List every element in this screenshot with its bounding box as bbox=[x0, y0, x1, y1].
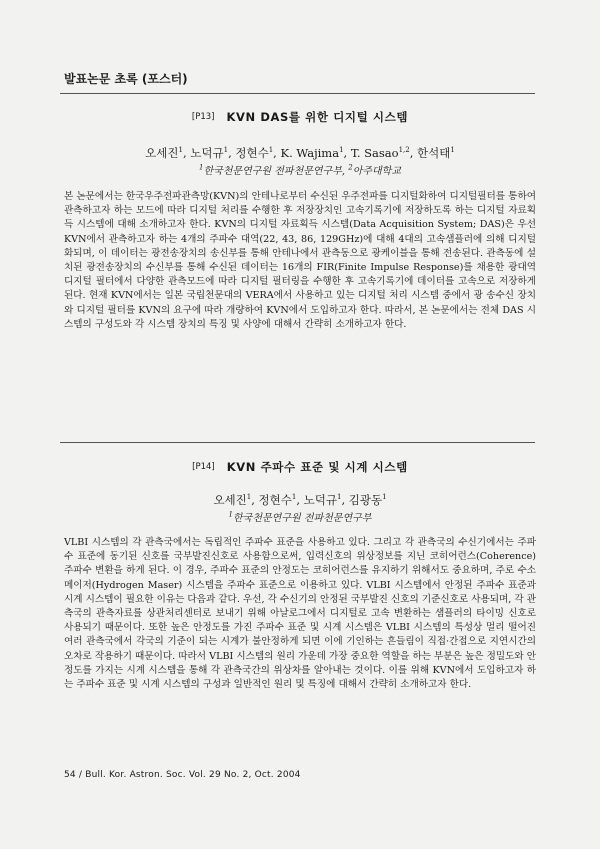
affil-mark: 1 bbox=[198, 163, 204, 172]
abstract-body: VLBI 시스템의 각 관측국에서는 독립적인 주파수 표준을 사용하고 있다. 그리고 각 관측국의 수신기에서는 주파수 표준에 동기된 신호를 국부발진신호로 사용함으로써, 입력신호의 위상정보를 지닌 코히어런스(Coherence) 주파수 변환을 하게 된다. 이 경우, 주파수 표준의 안정도는 코히어런스를 유지하기 위해서도 중요하며, 주로 수소메이저(Hydrogen Maser) 시스템을 주파수 표준으로 이용하고 있다. VLBI 시스템에서 안정된 주파수 표준과 시계 시스템이 필요한 이유는 다음과 같다. 우선, 각 수신기의 안정된 국부발진 신호의 기준신호로 사용되며, 각 관측국의 관측자료를 상관처리센터로 보내기 위해 아날로그에서 디지털로 고속 변환하는 샘플러의 타이밍 신호로 사용되기 때문이다. 또한 높은 안정도를 가진 주파수 표준 및 시계 시스템은 VLBI 시스템의 특성상 멀리 떨어진 여러 관측국에서 각국의 기준이 되는 시계가 불안정하게 되면 이에 기인하는 흔들림이 직접·간접으로 지연시간의 오차로 작용하기 때문이다. 따라서 VLBI 시스템의 원리 가운데 가장 중요한 역할을 하는 부분은 높은 정밀도와 안정도를 가지는 시계 시스템을 통해 각 관측국간의 위상차를 알아내는 것이다. 이를 위해 KVN에서 도입하고자 하는 주파수 표준 및 시계 시스템의 구성과 일반적인 원리 및 특징에 대해서 간략히 소개하고자 한다. bbox=[64, 537, 536, 691]
affiliation-line: $^1$한국천문연구원 전파천문연구부, $^2$아주대학교 bbox=[198, 163, 402, 177]
author: 정현수 bbox=[258, 493, 292, 507]
author: 정현수 bbox=[235, 146, 269, 160]
author: K. Wajima bbox=[280, 146, 340, 160]
author-list: 오세진$^1$, 노덕규$^1$, 정현수$^1$, K. Wajima$^1$, T. Sasao$^{1,2}$, 한석태$^1$ bbox=[145, 146, 455, 160]
section-divider bbox=[60, 442, 535, 443]
affil-mark: 1 bbox=[228, 510, 234, 519]
abstract-body: 본 논문에서는 한국우주전파관측망(KVN)의 안테나로부터 수신된 우주전파를 디지털화하여 디지털필터를 통하여 관측하고자 하는 모드에 따라 디지털 처리를 수행한 후 저장장치인 고속기록기에 저장하도록 하는 디지털 자료획득 시스템에 대해 소개하고자 한다. KVN의 디지털 자료획득 시스템(Data Acquisition System; DAS)은 우선 KVN에서 관측하고자 하는 4개의 주파수 대역(22, 43, 86, 129GHz)에 대해 4대의 고속샘플러에 의해 디지털화되며, 이 데이터는 광전송장치의 송신부를 통해 안테나에서 관측동으로 광케이블을 통해 전송된다. 관측동에 설치된 광전송장치의 수신부를 통해 수신된 데이터는 16개의 FIR(Finite Impulse Response)를 채용한 광대역 디지털 필터에서 다양한 관측모드에 따라 디지털 필터링을 수행한 후 고속기록기에 데이터를 고속으로 저장하게 된다. 현재 KVN에서는 일본 국립천문대의 VERA에서 사용하고 있는 디지털 처리 시스템 중에서 광 송수신 장치와 디지털 필터를 KVN의 요구에 따라 개량하여 KVN에서 도입하고자 한다. 따라서, 본 논문에서는 전체 DAS 시스템의 구성도와 각 시스템 장치의 특징 및 사양에 대해서 간략히 소개하고자 한다. bbox=[64, 191, 536, 330]
author: 오세진 bbox=[145, 146, 179, 160]
abstract-p14 bbox=[64, 456, 536, 692]
affiliation-line bbox=[64, 509, 536, 524]
author: 오세진 bbox=[213, 493, 247, 507]
affil-mark: 2 bbox=[348, 163, 353, 172]
abstract-title: KVN 주파수 표준 및 시계 시스템 bbox=[226, 460, 408, 474]
author-affil-mark: 1,2 bbox=[398, 146, 410, 155]
author: 한석태 bbox=[417, 146, 451, 160]
abstract-code: [P14] bbox=[192, 462, 215, 472]
abstract-p13 bbox=[64, 106, 536, 332]
author-affil-mark: 1 bbox=[336, 493, 342, 502]
abstract-title-line bbox=[64, 106, 536, 125]
author-affil-mark: 1 bbox=[246, 493, 252, 502]
author: 김광동 bbox=[348, 493, 383, 507]
author-affil-mark: 1 bbox=[291, 493, 297, 502]
affiliation: 한국천문연구원 전파천문연구부 bbox=[203, 166, 342, 177]
author-list: 오세진$^1$, 정현수$^1$, 노덕규$^1$, 김광동$^1$ bbox=[213, 493, 387, 507]
affiliation: 한국천문연구원 전파천문연구부 bbox=[233, 513, 372, 524]
affiliation: 아주대학교 bbox=[352, 166, 402, 177]
abstract-title: KVN DAS를 위한 디지털 시스템 bbox=[226, 110, 409, 124]
page-footer: 54 / Bull. Kor. Astron. Soc. Vol. 29 No. 2, Oct. 2004 bbox=[64, 770, 301, 780]
author: 노덕규 bbox=[190, 146, 224, 160]
author-affil-mark: 1 bbox=[382, 493, 387, 502]
author: 노덕규 bbox=[303, 493, 337, 507]
author-affil-mark: 1 bbox=[223, 146, 229, 155]
abstract-title-line bbox=[64, 456, 536, 475]
author: T. Sasao bbox=[350, 146, 399, 160]
author-affil-mark: 1 bbox=[339, 146, 344, 155]
section-header: 발표논문 초록 (포스터) bbox=[64, 72, 188, 86]
author-affil-mark: 1 bbox=[268, 146, 274, 155]
abstract-code: [P13] bbox=[191, 112, 215, 122]
author-affil-mark: 1 bbox=[450, 146, 455, 155]
author-affil-mark: 1 bbox=[178, 146, 183, 155]
top-divider bbox=[60, 93, 535, 94]
